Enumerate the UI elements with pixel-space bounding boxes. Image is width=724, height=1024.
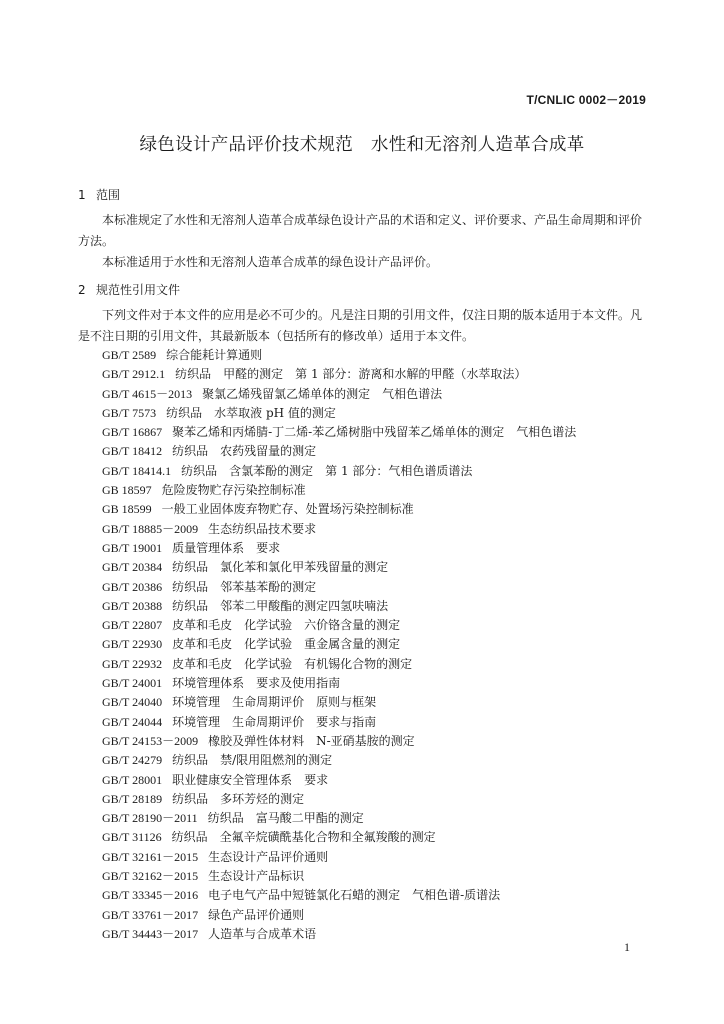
reference-item xyxy=(102,423,662,442)
section-number: 2 xyxy=(78,283,86,297)
reference-list xyxy=(102,346,662,944)
reference-title: 纺织品 全氟辛烷磺酰基化合物和全氟羧酸的测定 xyxy=(171,830,436,845)
reference-code: GB/T 24044 xyxy=(102,714,163,729)
reference-code: GB/T 19001 xyxy=(102,540,163,555)
reference-code: GB/T 28001 xyxy=(102,772,163,787)
reference-title: 纺织品 邻苯二甲酸酯的测定四氢呋喃法 xyxy=(172,598,389,613)
reference-code: GB/T 22807 xyxy=(102,618,163,633)
reference-title: 纺织品 甲醛的测定 第 1 部分：游离和水解的甲醛（水萃取法） xyxy=(175,367,527,382)
reference-code: GB/T 4615－2013 xyxy=(102,386,193,401)
reference-item xyxy=(102,848,662,867)
reference-item xyxy=(102,751,662,770)
reference-title: 环境管理 生命周期评价 要求与指南 xyxy=(172,714,377,729)
reference-code: GB/T 20384 xyxy=(102,560,163,575)
reference-item xyxy=(102,578,662,597)
reference-title: 皮革和毛皮 化学试验 重金属含量的测定 xyxy=(172,637,401,652)
reference-code: GB/T 20386 xyxy=(102,579,163,594)
reference-code: GB/T 31126 xyxy=(102,830,162,845)
reference-item xyxy=(102,655,662,674)
reference-item xyxy=(102,635,662,654)
reference-code: GB/T 32161－2015 xyxy=(102,849,199,864)
reference-item xyxy=(102,520,662,539)
reference-code: GB/T 28190－2011 xyxy=(102,811,198,826)
reference-item xyxy=(102,616,662,635)
reference-item xyxy=(102,385,662,404)
reference-title: 皮革和毛皮 化学试验 六价铬含量的测定 xyxy=(172,618,401,633)
reference-title: 纺织品 水萃取液 pH 值的测定 xyxy=(166,405,336,420)
reference-code: GB/T 24279 xyxy=(102,753,163,768)
reference-title: 纺织品 邻苯基苯酚的测定 xyxy=(172,579,317,594)
reference-item xyxy=(102,771,662,790)
reference-code: GB/T 18412 xyxy=(102,444,163,459)
reference-code: GB/T 7573 xyxy=(102,405,157,420)
reference-item xyxy=(102,462,662,481)
reference-item xyxy=(102,886,662,905)
reference-code: GB/T 24040 xyxy=(102,695,163,710)
reference-item xyxy=(102,481,662,500)
scope-paragraph-1: 本标准规定了水性和无溶剂人造革合成革绿色设计产品的术语和定义、评价要求、产品生命周期和评价方法。 xyxy=(78,213,643,248)
reference-title: 纺织品 多环芳烃的测定 xyxy=(172,791,305,806)
reference-title: 职业健康安全管理体系 要求 xyxy=(172,772,329,787)
reference-code: GB/T 18885－2009 xyxy=(102,521,199,536)
reference-title: 纺织品 富马酸二甲酯的测定 xyxy=(207,811,364,826)
section-title: 范围 xyxy=(96,188,121,202)
reference-title: 绿色产品评价通则 xyxy=(208,907,305,922)
reference-code: GB/T 22930 xyxy=(102,637,163,652)
reference-item xyxy=(102,674,662,693)
references-intro-paragraph: 下列文件对于本文件的应用是必不可少的。凡是注日期的引用文件，仅注日期的版本适用于本文件。凡是不注日期的引用文件，其最新版本（包括所有的修改单）适用于本文件。 xyxy=(78,308,643,343)
reference-code: GB/T 32162－2015 xyxy=(102,869,199,884)
reference-item xyxy=(102,925,662,944)
reference-item xyxy=(102,867,662,886)
reference-code: GB/T 28189 xyxy=(102,791,163,806)
reference-title: 纺织品 氯化苯和氯化甲苯残留量的测定 xyxy=(172,560,389,575)
reference-item xyxy=(102,442,662,461)
reference-title: 橡胶及弹性体材料 N-亚硝基胺的测定 xyxy=(208,733,415,748)
reference-title: 皮革和毛皮 化学试验 有机锡化合物的测定 xyxy=(172,656,413,671)
reference-item xyxy=(102,597,662,616)
reference-item xyxy=(102,790,662,809)
section-number: 1 xyxy=(78,188,86,202)
reference-item xyxy=(102,732,662,751)
reference-title: 危险废物贮存污染控制标准 xyxy=(161,483,306,498)
scope-paragraph-2: 本标准适用于水性和无溶剂人造革合成革的绿色设计产品评价。 xyxy=(102,255,439,269)
reference-code: GB/T 2912.1 xyxy=(102,367,166,382)
reference-title: 聚苯乙烯和丙烯腈-丁二烯-苯乙烯树脂中残留苯乙烯单体的测定 气相色谱法 xyxy=(172,425,577,440)
reference-item xyxy=(102,809,662,828)
reference-code: GB/T 2589 xyxy=(102,348,157,362)
reference-title: 生态设计产品标识 xyxy=(208,869,305,884)
reference-title: 生态设计产品评价通则 xyxy=(208,849,329,864)
reference-code: GB 18597 xyxy=(102,483,152,498)
reference-title: 一般工业固体废弃物贮存、处置场污染控制标准 xyxy=(161,502,414,517)
reference-code: GB/T 16867 xyxy=(102,425,163,440)
reference-item xyxy=(102,346,662,365)
reference-title: 纺织品 农药残留量的测定 xyxy=(172,444,317,459)
reference-title: 环境管理体系 要求及使用指南 xyxy=(172,676,341,691)
reference-title: 电子电气产品中短链氯化石蜡的测定 气相色谱-质谱法 xyxy=(208,888,501,903)
section-heading-scope xyxy=(78,186,120,203)
document-code: T/CNLIC 0002－2019 xyxy=(526,93,646,107)
reference-title: 纺织品 禁/限用阻燃剂的测定 xyxy=(172,753,333,768)
reference-code: GB/T 33345－2016 xyxy=(102,888,199,903)
reference-item xyxy=(102,693,662,712)
reference-item xyxy=(102,828,662,847)
reference-title: 环境管理 生命周期评价 原则与框架 xyxy=(172,695,377,710)
reference-item xyxy=(102,713,662,732)
reference-code: GB/T 33761－2017 xyxy=(102,907,199,922)
reference-title: 质量管理体系 要求 xyxy=(172,540,281,555)
reference-code: GB/T 24153－2009 xyxy=(102,733,199,748)
reference-title: 纺织品 含氯苯酚的测定 第 1 部分：气相色谱质谱法 xyxy=(181,463,473,478)
reference-item xyxy=(102,558,662,577)
reference-code: GB/T 24001 xyxy=(102,676,163,691)
reference-code: GB/T 18414.1 xyxy=(102,463,172,478)
document-title: 绿色设计产品评价技术规范 水性和无溶剂人造革合成革 xyxy=(139,135,585,155)
reference-code: GB/T 22932 xyxy=(102,656,163,671)
reference-item xyxy=(102,404,662,423)
reference-code: GB 18599 xyxy=(102,502,152,517)
reference-title: 综合能耗计算通则 xyxy=(166,348,263,362)
reference-title: 生态纺织品技术要求 xyxy=(208,521,317,536)
reference-item xyxy=(102,906,662,925)
reference-item xyxy=(102,539,662,558)
reference-title: 人造革与合成革术语 xyxy=(208,926,317,941)
reference-code: GB/T 20388 xyxy=(102,598,163,613)
section-title: 规范性引用文件 xyxy=(96,283,181,297)
reference-code: GB/T 34443－2017 xyxy=(102,926,199,941)
reference-title: 聚氯乙烯残留氯乙烯单体的测定 气相色谱法 xyxy=(202,386,443,401)
section-heading-normative-references xyxy=(78,281,180,298)
reference-item xyxy=(102,365,662,384)
reference-item xyxy=(102,500,662,519)
page-number: 1 xyxy=(624,940,630,954)
